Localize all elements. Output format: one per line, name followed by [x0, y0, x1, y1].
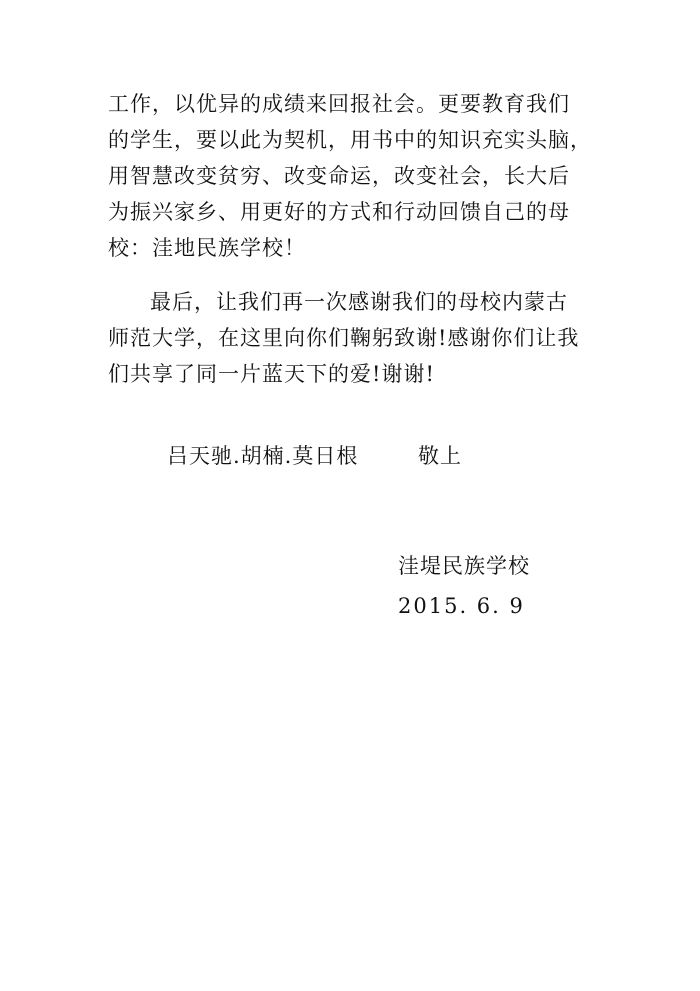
regards-text: 敬上: [418, 444, 462, 468]
closing-paragraph: [108, 284, 608, 392]
text-line: 师范大学，在这里向你们鞠躬致谢!感谢你们让我: [108, 326, 580, 350]
school-name: 洼堤民族学校: [398, 554, 530, 578]
text-line: 校：洼地民族学校！: [108, 236, 306, 260]
text-line: 们共享了同一片蓝天下的爱!谢谢!: [108, 362, 435, 386]
body-paragraph-continued: [108, 86, 608, 266]
text-line: 的学生，要以此为契机，用书中的知识充实头脑，: [108, 128, 592, 152]
text-line: 用智慧改变贫穷、改变命运，改变社会，长大后: [108, 164, 570, 188]
letter-date: 2015. 6. 9: [398, 594, 525, 618]
text-line: 工作，以优异的成绩来回报社会。更要教育我们: [108, 92, 570, 116]
text-line: 为振兴家乡、用更好的方式和行动回馈自己的母: [108, 200, 570, 224]
text-line: 最后，让我们再一次感谢我们的母校内蒙古: [150, 290, 568, 314]
signer-names: 吕天驰.胡楠.莫日根: [167, 444, 359, 468]
